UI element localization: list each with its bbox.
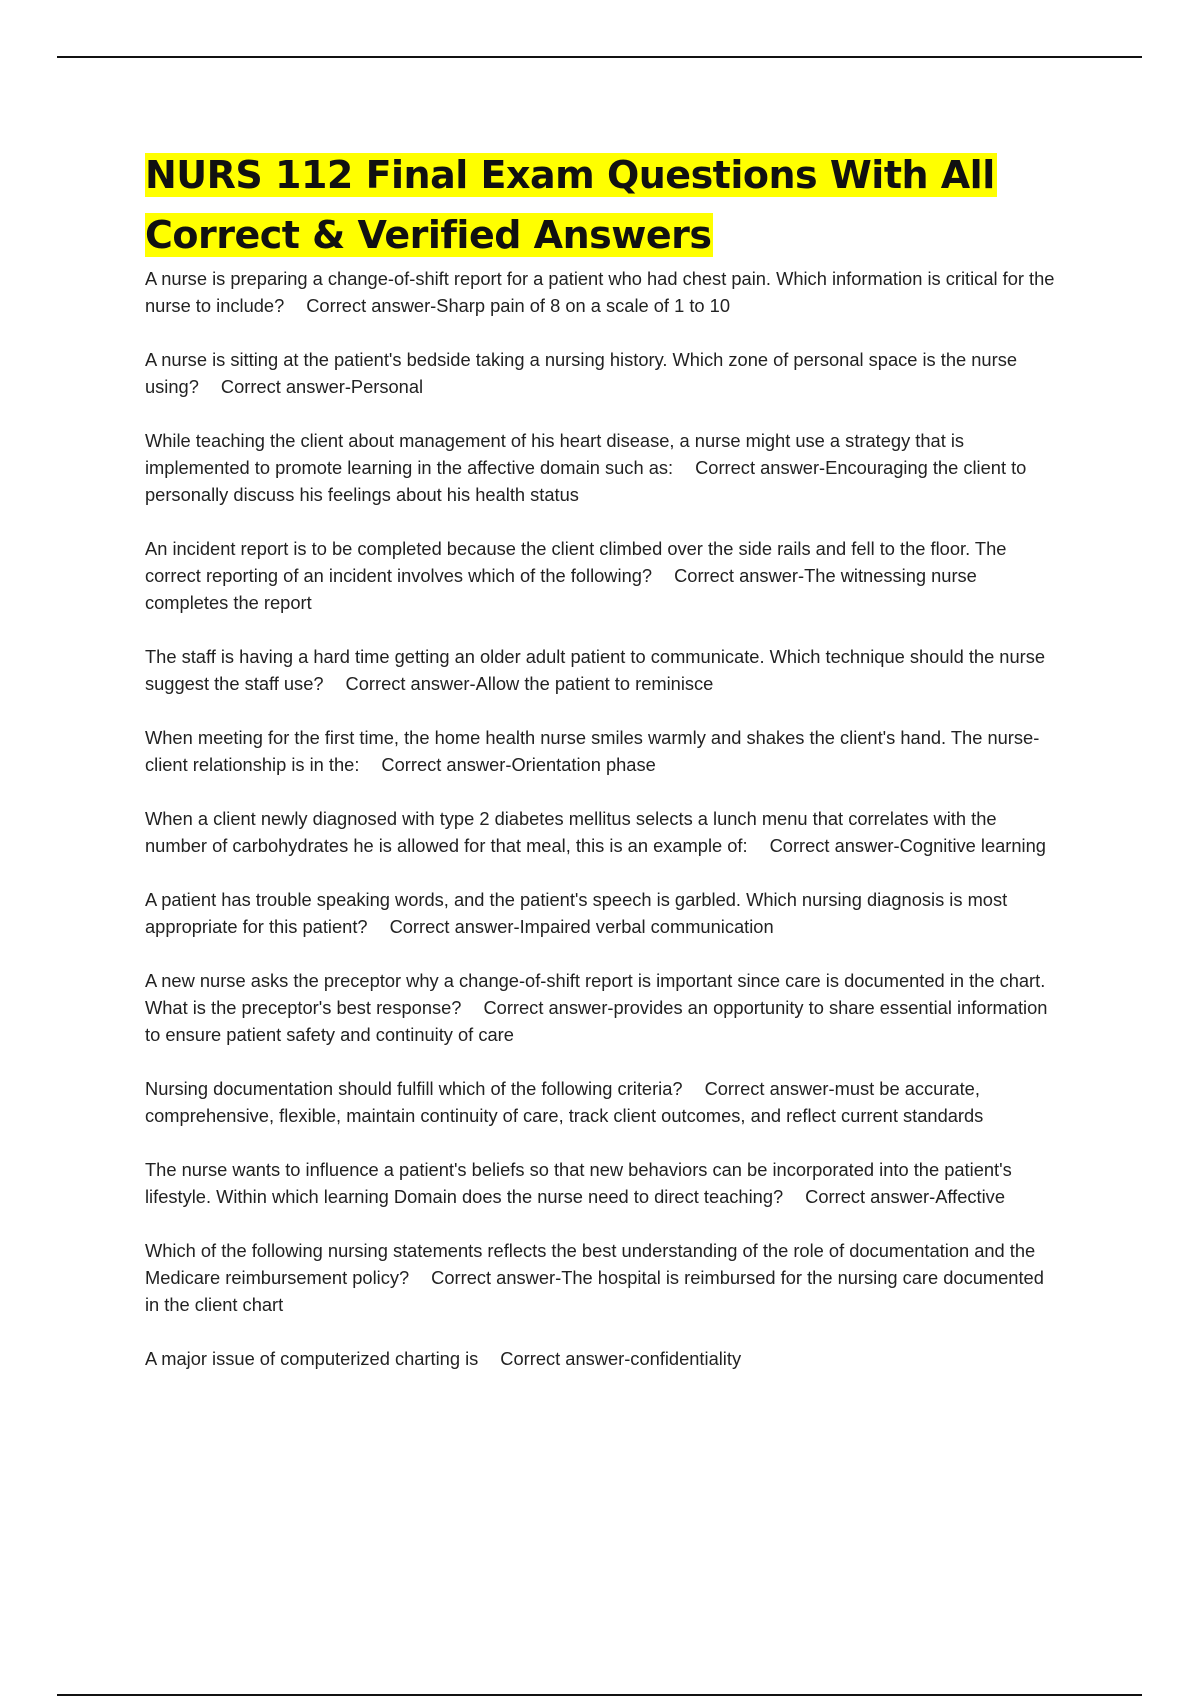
answer-text: Correct answer-Impaired verbal communication [389, 916, 774, 937]
answer-text: Correct answer-The witnessing nurse completes the report [145, 565, 977, 613]
footer-rule [57, 1694, 1142, 1696]
answer-text: Correct answer-The hospital is reimbursed for the nursing care documented in the client chart [145, 1267, 1044, 1315]
answer-text: Correct answer-Cognitive learning [769, 835, 1046, 856]
question-text: Which of the following nursing statements reflects the best understanding of the role of documentation and the Medicare reimbursement policy? [145, 1240, 1036, 1288]
answer-text: Correct answer-must be accurate, comprehensive, flexible, maintain continuity of care, track client outcomes, and reflect current standards [145, 1078, 984, 1126]
question-text: When meeting for the first time, the home health nurse smiles warmly and shakes the client's hand. The nurse-client relationship is in the: [145, 727, 1040, 775]
answer-text: Correct answer-Personal [220, 376, 424, 397]
question-text: A nurse is sitting at the patient's bedside taking a nursing history. Which zone of personal space is the nurse using? [145, 349, 1018, 397]
question-text: A major issue of computerized charting is [145, 1348, 479, 1369]
document-title-text: NURS 112 Final Exam Questions With All Correct & Verified Answers [145, 153, 995, 257]
question-text: The staff is having a hard time getting an older adult patient to communicate. Which technique should the nurse suggest the staff use? [145, 646, 1046, 694]
header-rule [57, 56, 1142, 58]
answer-text: Correct answer-provides an opportunity to share essential information to ensure patient safety and continuity of care [145, 997, 1048, 1045]
qa-item [145, 724, 1060, 778]
answer-text: Correct answer-Allow the patient to reminisce [345, 673, 714, 694]
answer-text: Correct answer-confidentiality [500, 1348, 742, 1369]
qa-item [145, 265, 1060, 319]
question-text: Nursing documentation should fulfill which of the following criteria? [145, 1078, 683, 1099]
qa-item [145, 346, 1060, 400]
answer-text: Correct answer-Encouraging the client to personally discuss his feelings about his health status [145, 457, 1027, 505]
qa-item [145, 1075, 1060, 1129]
qa-item [145, 535, 1060, 616]
qa-item [145, 886, 1060, 940]
answer-text: Correct answer-Affective [805, 1186, 1005, 1207]
qa-item [145, 1345, 1060, 1372]
question-text: An incident report is to be completed because the client climbed over the side rails and fell to the floor. The correct reporting of an incident involves which of the following? [145, 538, 1007, 586]
qa-list [145, 265, 1060, 1372]
qa-item [145, 805, 1060, 859]
answer-text: Correct answer-Orientation phase [381, 754, 656, 775]
question-text: The nurse wants to influence a patient's beliefs so that new behaviors can be incorporated into the patient's lifestyle. Within which learning Domain does the nurse need to direct teaching? [145, 1159, 1012, 1207]
qa-item [145, 643, 1060, 697]
qa-item [145, 967, 1060, 1048]
document-body [145, 145, 1060, 1399]
question-text: A nurse is preparing a change-of-shift report for a patient who had chest pain. Which information is critical for the nurse to include? [145, 268, 1055, 316]
question-text: A patient has trouble speaking words, and the patient's speech is garbled. Which nursing diagnosis is most appropriate for this patient? [145, 889, 1008, 937]
answer-text: Correct answer-Sharp pain of 8 on a scale of 1 to 10 [306, 295, 730, 316]
qa-item [145, 427, 1060, 508]
qa-item [145, 1237, 1060, 1318]
qa-item [145, 1156, 1060, 1210]
document-title [145, 145, 1060, 265]
question-text: A new nurse asks the preceptor why a change-of-shift report is important since care is documented in the chart. What is the preceptor's best response? [145, 970, 1046, 1018]
question-text: While teaching the client about management of his heart disease, a nurse might use a strategy that is implemented to promote learning in the affective domain such as: [145, 430, 965, 478]
question-text: When a client newly diagnosed with type 2 diabetes mellitus selects a lunch menu that correlates with the number of carbohydrates he is allowed for that meal, this is an example of: [145, 808, 997, 856]
